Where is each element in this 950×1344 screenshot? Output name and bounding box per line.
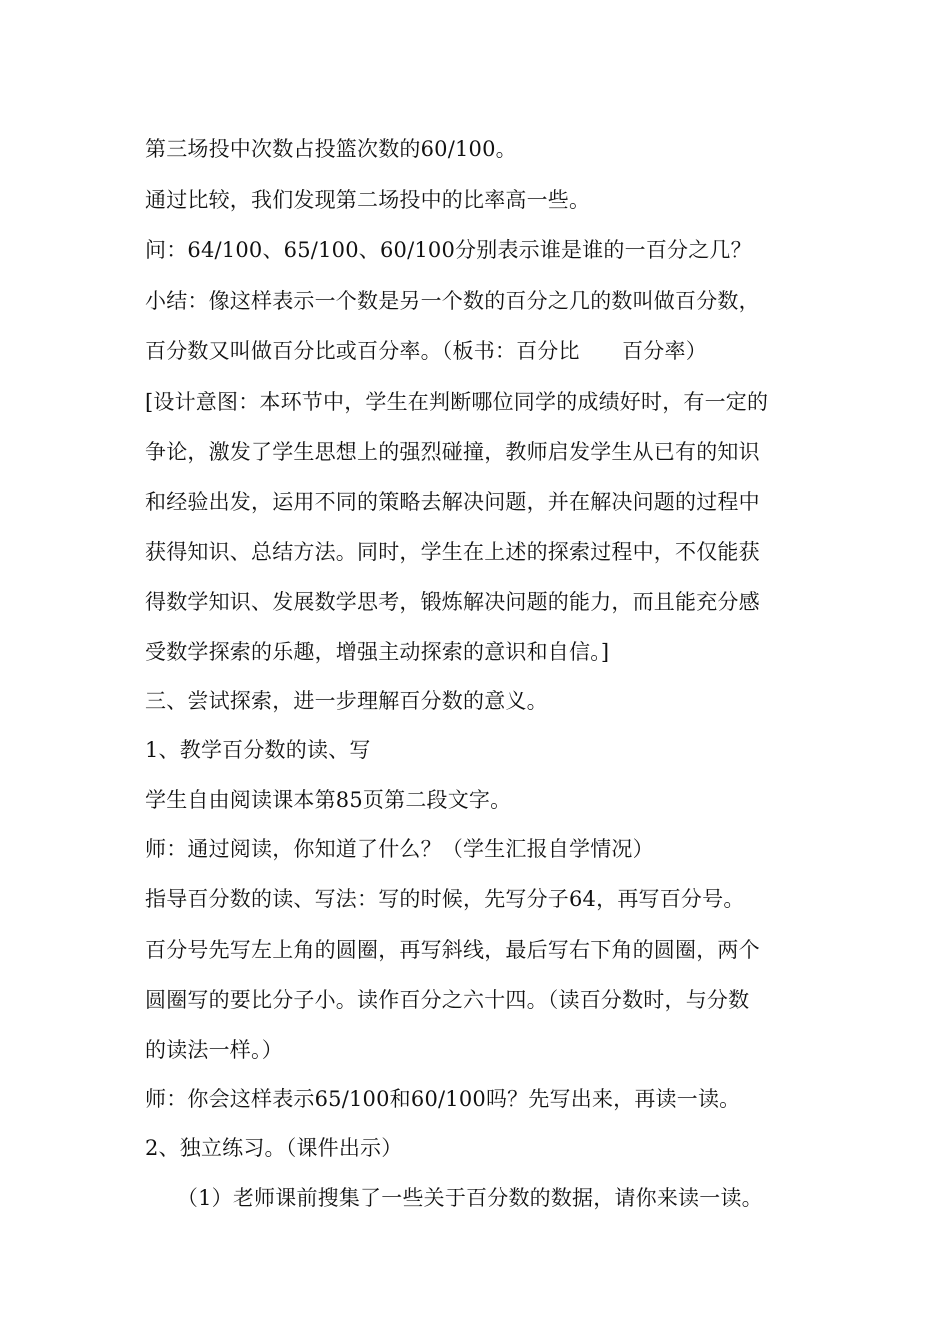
subsection-heading: 2、独立练习。（课件出示）	[145, 1136, 403, 1160]
text-line: 指导百分数的读、写法：写的时候，先写分子64，再写百分号。	[145, 887, 745, 911]
text-line: 百分数又叫做百分比或百分率。（板书：百分比 百分率）	[145, 339, 707, 363]
text-line: 圆圈写的要比分子小。读作百分之六十四。（读百分数时，与分数	[145, 988, 750, 1012]
text-line: 的读法一样。）	[145, 1038, 283, 1062]
text-line: （1）老师课前搜集了一些关于百分数的数据，请你来读一读。	[145, 1186, 763, 1210]
text-line: [设计意图：本环节中，学生在判断哪位同学的成绩好时，有一定的	[145, 390, 769, 414]
text-line: 百分号先写左上角的圆圈，再写斜线，最后写右下角的圆圈，两个	[145, 938, 760, 962]
text-line: 通过比较，我们发现第二场投中的比率高一些。	[145, 188, 591, 212]
text-line: 第三场投中次数占投篮次数的60/100。	[145, 137, 517, 161]
section-heading: 三、尝试探索，进一步理解百分数的意义。	[145, 689, 548, 713]
text-line: 获得知识、总结方法。同时，学生在上述的探索过程中，不仅能获	[145, 540, 760, 564]
text-line: 问：64/100、65/100、60/100分别表示谁是谁的一百分之几？	[145, 238, 752, 262]
text-line: 受数学探索的乐趣，增强主动探索的意识和自信。]	[145, 640, 610, 664]
text-line: 得数学知识、发展数学思考，锻炼解决问题的能力，而且能充分感	[145, 590, 760, 614]
text-line: 小结：像这样表示一个数是另一个数的百分之几的数叫做百分数，	[145, 289, 760, 313]
text-line: 学生自由阅读课本第85页第二段文字。	[145, 788, 512, 812]
text-line: 和经验出发，运用不同的策略去解决问题，并在解决问题的过程中	[145, 490, 760, 514]
text-line: 争论，激发了学生思想上的强烈碰撞，教师启发学生从已有的知识	[145, 440, 760, 464]
text-line: 师：通过阅读，你知道了什么？（学生汇报自学情况）	[145, 837, 654, 861]
text-line: 师：你会这样表示65/100和60/100吗？先写出来，再读一读。	[145, 1087, 741, 1111]
subsection-heading: 1、教学百分数的读、写	[145, 738, 371, 762]
